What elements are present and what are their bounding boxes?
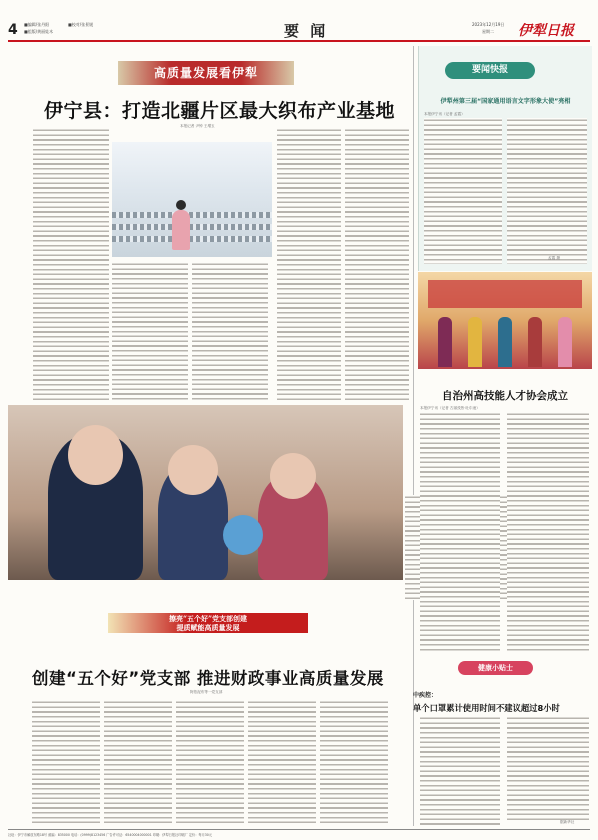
children-photo xyxy=(8,405,403,580)
lead-body-col2 xyxy=(112,262,188,400)
factory-photo xyxy=(112,142,272,257)
second-body-col1 xyxy=(32,700,100,824)
health-credit: 据新华社 xyxy=(560,820,575,824)
brief-credit: 孟霞 摄 xyxy=(548,256,560,260)
issue-weekday: 星期二 xyxy=(482,29,494,34)
issue-date: 2023年12月19日 xyxy=(472,22,505,27)
edit-credit-2: ■校对/张景媛 xyxy=(68,22,94,27)
second-headline: 创建“五个好”党支部 推进财政事业高质量发展 xyxy=(32,669,384,688)
column-banner: 高质量发展看伊犁 xyxy=(118,61,294,85)
association-body-col2 xyxy=(507,412,589,652)
second-banner-line1: 擦亮“五个好”党支部创建 xyxy=(168,614,248,623)
lead-body-col1 xyxy=(33,128,109,400)
second-banner-line2: 提质赋能高质量发展 xyxy=(176,623,240,632)
page-number: 4 xyxy=(8,22,18,38)
news-brief-tag: 要闻快报 xyxy=(445,62,535,79)
association-byline: 本报伊宁讯（记者 古丽孜热·吐尔逊） xyxy=(420,406,480,410)
health-body-col1 xyxy=(420,716,500,826)
page-footer: 社址：伊宁市解放东路18号 邮编：835000 电话：(0999)8123456 广告许可证：6540004000001 印刷：伊犁日报社印刷厂 定价：每月30元 xyxy=(8,829,590,837)
health-kicker: 中疾控： xyxy=(413,692,438,699)
second-body-col4 xyxy=(248,700,316,824)
brief-body-col2 xyxy=(507,118,587,264)
header-rule xyxy=(8,40,590,42)
edit-credit-3: ■组版/黄丽娃木 xyxy=(24,29,54,34)
second-body-col2 xyxy=(104,700,172,824)
brief-byline: 本报伊宁讯（记者 孟霞） xyxy=(424,112,465,116)
lead-body-col3 xyxy=(192,262,268,400)
second-body-col3 xyxy=(176,700,244,824)
second-body-col5 xyxy=(320,700,388,824)
health-body-col2 xyxy=(507,716,589,820)
second-byline: 阿依泥布等一党支部 xyxy=(190,690,223,694)
brief-headline: 伊犁州第三届“国家通用语言文字形象大使”亮相 xyxy=(440,98,571,105)
lead-body-col5 xyxy=(345,128,409,400)
second-banner xyxy=(108,613,308,633)
section-title: 要 闻 xyxy=(284,22,329,40)
health-tips-tag: 健康小贴士 xyxy=(458,661,533,675)
lead-body-col4 xyxy=(277,128,341,400)
association-headline: 自治州高技能人才协会成立 xyxy=(442,390,568,402)
health-headline: 单个口罩累计使用时间不建议超过8小时 xyxy=(413,703,560,713)
ceremony-photo xyxy=(418,272,592,369)
lead-byline: 本报记者 尹钟 王增玉 xyxy=(180,124,215,128)
lead-headline: 伊宁县：打造北疆片区最大织布产业基地 xyxy=(44,100,396,122)
brief-body-col1 xyxy=(424,118,502,264)
association-body-col1 xyxy=(420,412,500,652)
edit-credit-1: ■编辑/张丹阳 xyxy=(24,22,50,27)
masthead-logo: 伊犁日报 xyxy=(518,23,574,39)
